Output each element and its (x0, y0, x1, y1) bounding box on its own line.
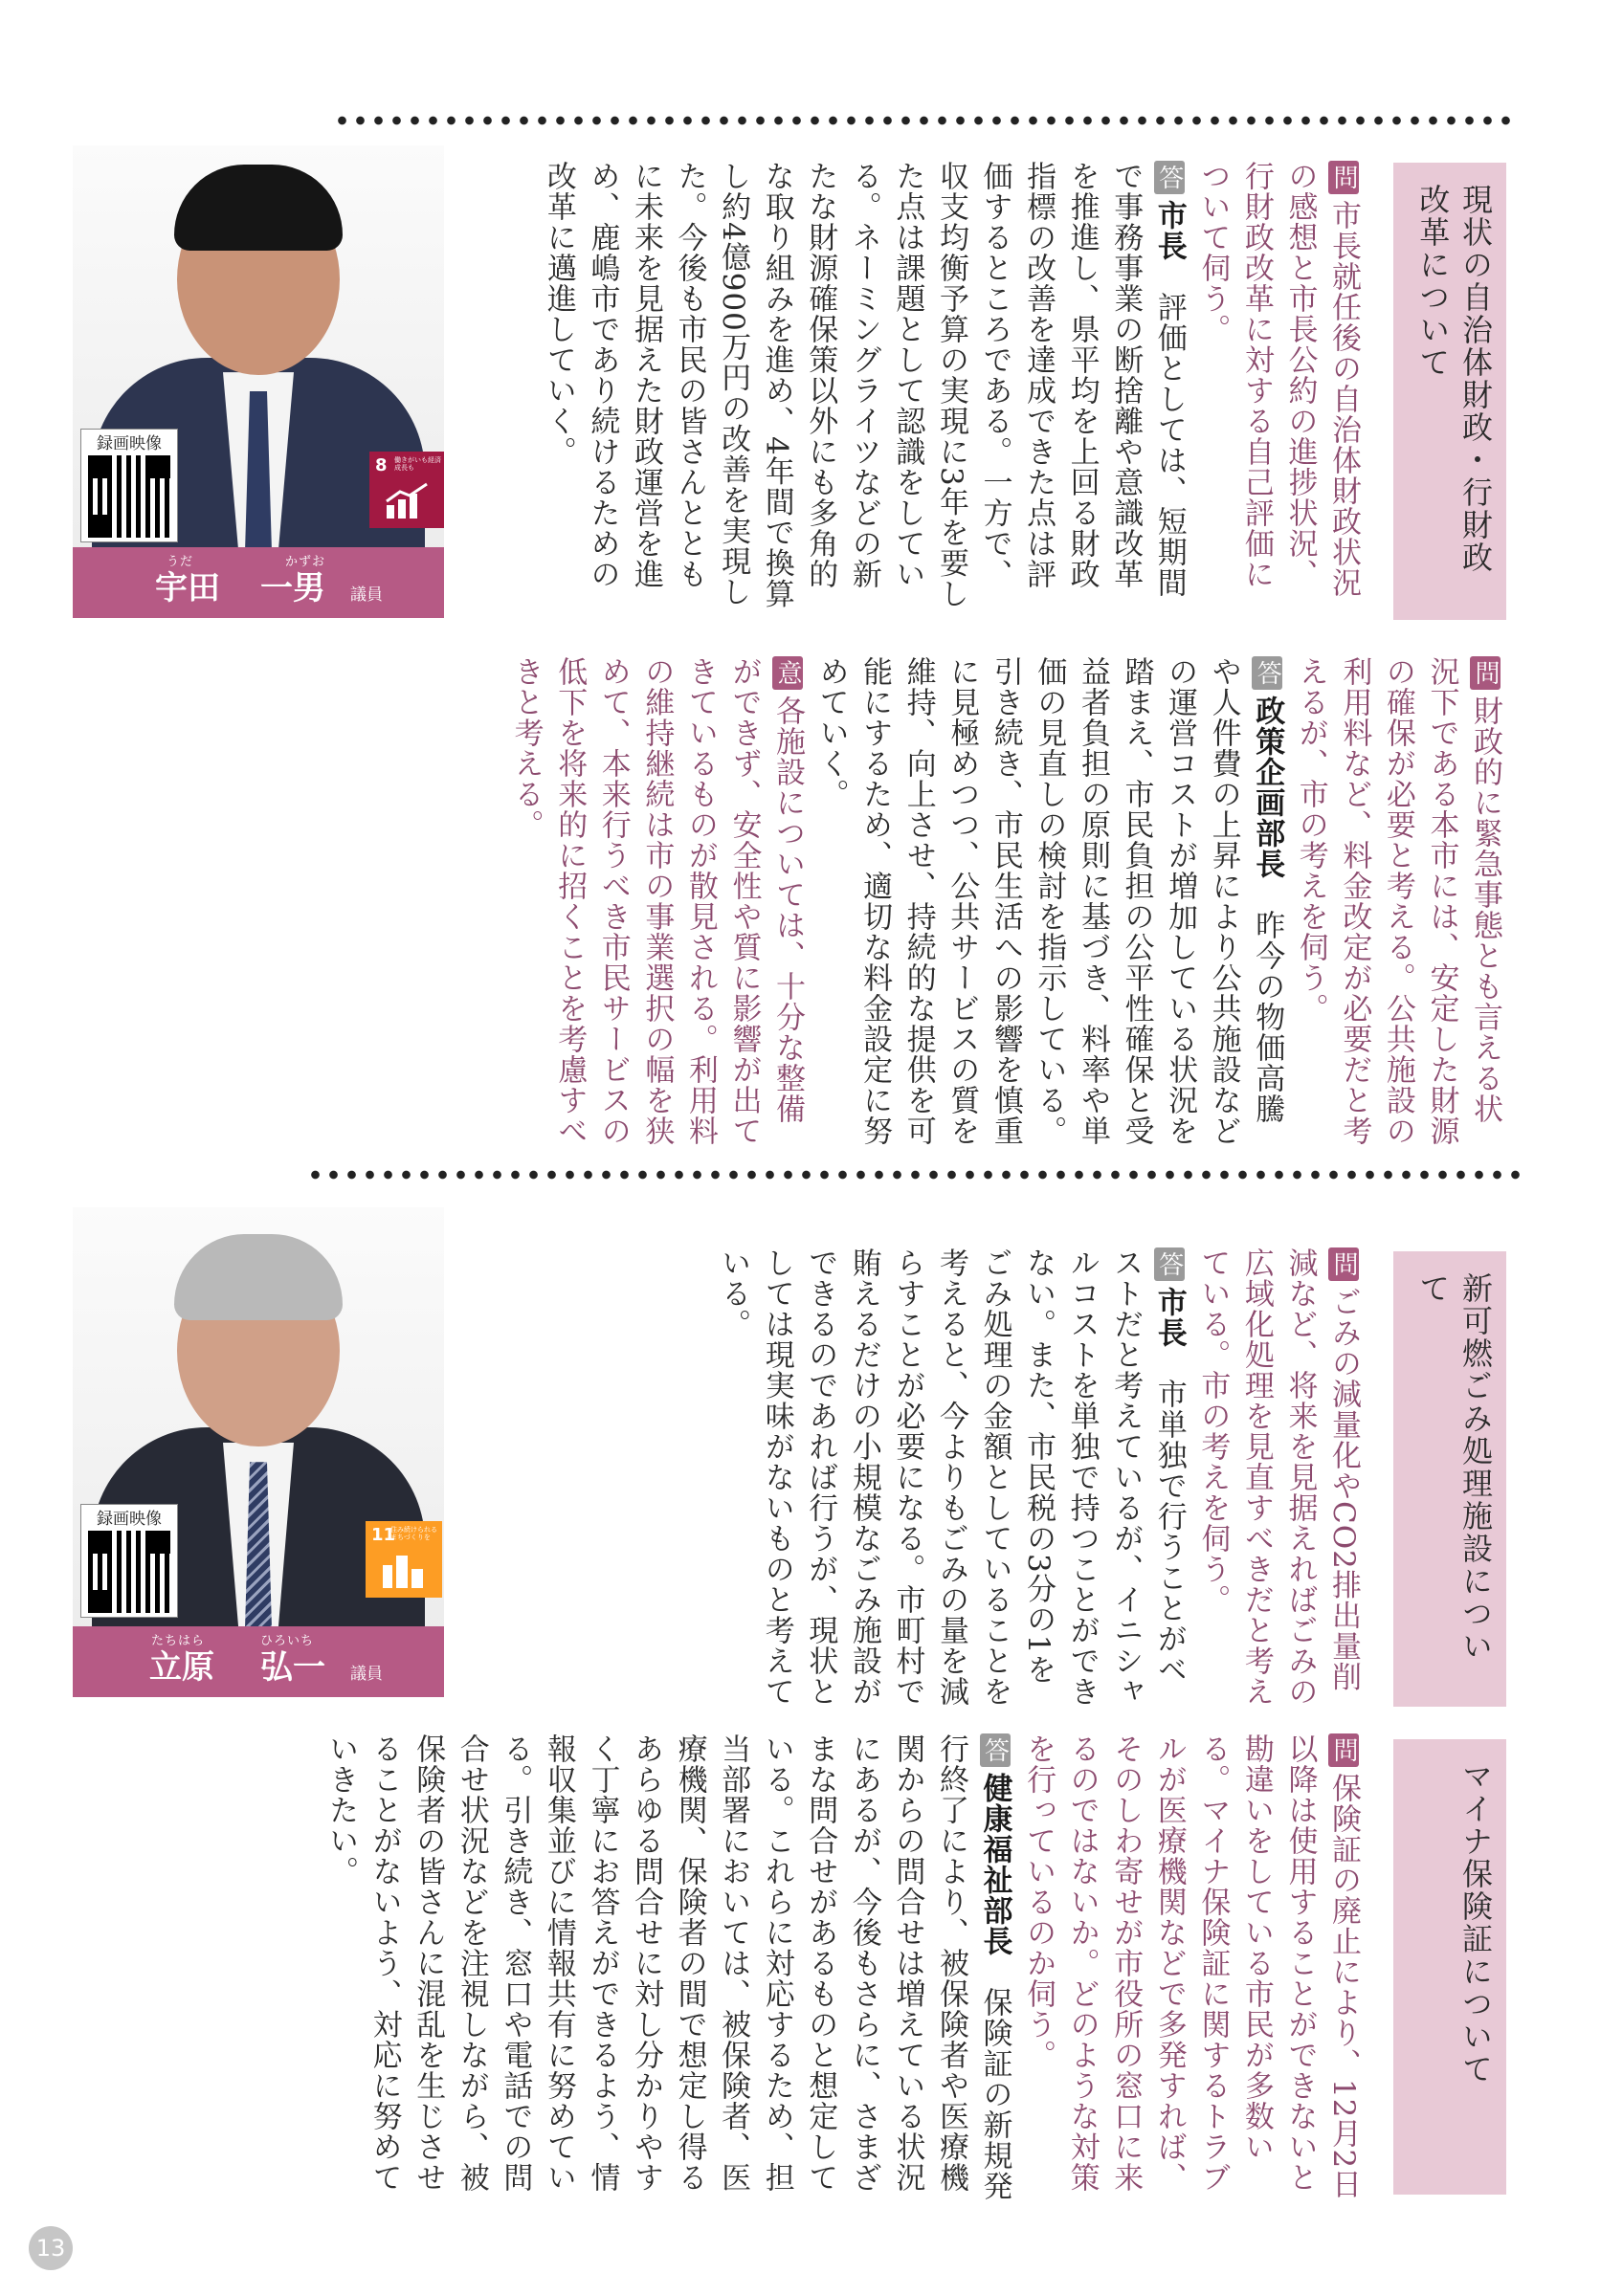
speaker-family-name: 宇田 (155, 569, 220, 607)
question-2: 問財政的に緊急事態とも言える状況下である本市には、安定した財源の確保が必要と考える。公共施設の利用料など、料金改定が必要だと考えるが、市の考えを伺う。 (1293, 656, 1502, 1146)
section2-text (570, 1247, 1365, 1707)
answer-speaker: 政策企画部長 (1250, 695, 1285, 879)
answer-speaker: 市長 (1151, 1287, 1187, 1348)
question-4: 問保険証の廃止により、12月2日以降は使用することができないと勘違いをしている市民が多数いる。マイナ保険証に関するトラブルが医療機関などで多発すれば、そのしわ寄せが市役所の窓口に来るのではないか。どのような対策を行っているのか伺う。 (1021, 1733, 1361, 2200)
speaker-photo-tachihara (73, 1207, 444, 1697)
answer-marker: 答 (1154, 161, 1185, 194)
section3-text (153, 1733, 1365, 2202)
sdg-goal-8-icon: 8 働きがいも経済成長も (369, 452, 444, 528)
speaker-family-name: 立原 (149, 1648, 214, 1687)
speaker-nameplate-tachihara: たちはら ひろいち 立原 弘一 議員 (73, 1626, 444, 1697)
speaker-nameplate-uda: うだ かずお 宇田 一男 議員 (73, 547, 444, 618)
speaker-given-name: 一男 (260, 569, 325, 607)
qr-image (88, 455, 170, 538)
qr-code-uda[interactable] (80, 429, 178, 542)
qr-image (88, 1531, 170, 1613)
answer-speaker: 健康福祉部長 (977, 1773, 1012, 1956)
qr-label: 録画映像 (81, 1505, 177, 1529)
sdg-goal-11-icon: 11 住み続けられるまちづくりを (366, 1521, 442, 1598)
opinion-marker: 意 (772, 656, 803, 690)
section-divider-top (333, 115, 1520, 126)
answer-marker: 答 (1154, 1247, 1185, 1281)
answer-marker: 答 (980, 1733, 1011, 1767)
opinion: 意各施設については、十分な整備ができず、安全性や質に影響が出てきているものが散見される。利用料の維持継続は市の事業選択の幅を狭めて、本来行うべき市民サービスの低下を将来的に招くことを考慮すべきと考える。 (508, 656, 805, 1146)
section1-title: 現状の自治体財政・行財政改革について (1393, 163, 1506, 620)
answer-1: 答市長 評価としては、短期間で事務事業の断捨離や意識改革を推進し、県平均を上回る財政指標の改善を達成できた点は評価するところである。一方で、収支均衡予算の実現に3年を要した点は課題として認識をしている。ネーミングライツなどの新たな財源確保策以外にも多角的な取り組みを進め、4年間で換算し約4億900万円の改善を実現した。今後も市民の皆さんとともに未来を見据えた財政運営を進め、鹿嶋市であり続けるための改革に邁進していく。 (541, 161, 1187, 609)
question-3: 問ごみの減量化やCO2排出量削減など、将来を見据えればごみの広域化処理を見直すべきだと考えている。市の考えを伺う。 (1195, 1247, 1361, 1707)
page-number: 13 (29, 2226, 73, 2270)
section3-title: マイナ保険証について (1393, 1739, 1506, 2195)
question-marker: 問 (1328, 161, 1359, 194)
section1-lower-text (182, 656, 1506, 1150)
speaker-given-name: 弘一 (260, 1648, 325, 1687)
answer-marker: 答 (1252, 656, 1282, 690)
question-marker: 問 (1470, 656, 1501, 690)
city-buildings-icon (379, 1552, 429, 1588)
answer-2: 答政策企画部長 昨今の物価高騰や人件費の上昇により公共施設などの運営コストが増加している状況を踏まえ、市民負担の公平性確保と受益者負担の原則に基づき、料率や単価の見直しの検討を指示している。引き続き、市民生活への影響を慎重に見極めつつ、公共サービスの質を維持、向上させ、持続的な提供を可能にするため、適切な料金設定に努めていく。 (813, 656, 1285, 1146)
section-divider-middle (306, 1169, 1520, 1181)
qr-code-tachihara[interactable] (80, 1504, 178, 1618)
answer-4: 答健康福祉部長 保険証の新規発行終了により、被保険者や医療機関からの問合せは増えている状況にあるが、今後もさらに、さまざまな問合せがあるものと想定している。これらに対応するため、担当部署においては、被保険者、医療機関、保険者の間で想定し得るあらゆる問合せに対し分かりやすく丁寧にお答えができるよう、情報収集並びに情報共有に努めている。引き続き、窓口や電話での問合せ状況などを注視しながら、被保険者の皆さんに混乱を生じさせることがないよう、対応に努めていきたい。 (323, 1733, 1012, 2201)
growth-chart-icon (383, 482, 433, 519)
answer-speaker: 市長 (1151, 200, 1187, 261)
question-marker: 問 (1328, 1733, 1359, 1767)
section1-upper-text (478, 161, 1365, 618)
question-1: 問市長就任後の自治体財政状況の感想と市長公約の進捗状況、行財政改革に対する自己評価について伺う。 (1195, 161, 1361, 598)
qr-label: 録画映像 (81, 430, 177, 453)
speaker-photo-uda (73, 145, 444, 618)
section2-title: 新可燃ごみ処理施設について (1393, 1251, 1506, 1707)
question-marker: 問 (1328, 1247, 1359, 1281)
answer-3: 答市長 市単独で行うことがベストだと考えているが、イニシャルコストを単独で持つことができない。また、市民税の3分の1をごみ処理の金額としていることを考えると、今よりもごみの量を減らすことが必要になる。市町村で賄えるだけの小規模なごみ施設ができるのであれば行うが、現状としては現実味がないものと考えている。 (716, 1247, 1187, 1707)
